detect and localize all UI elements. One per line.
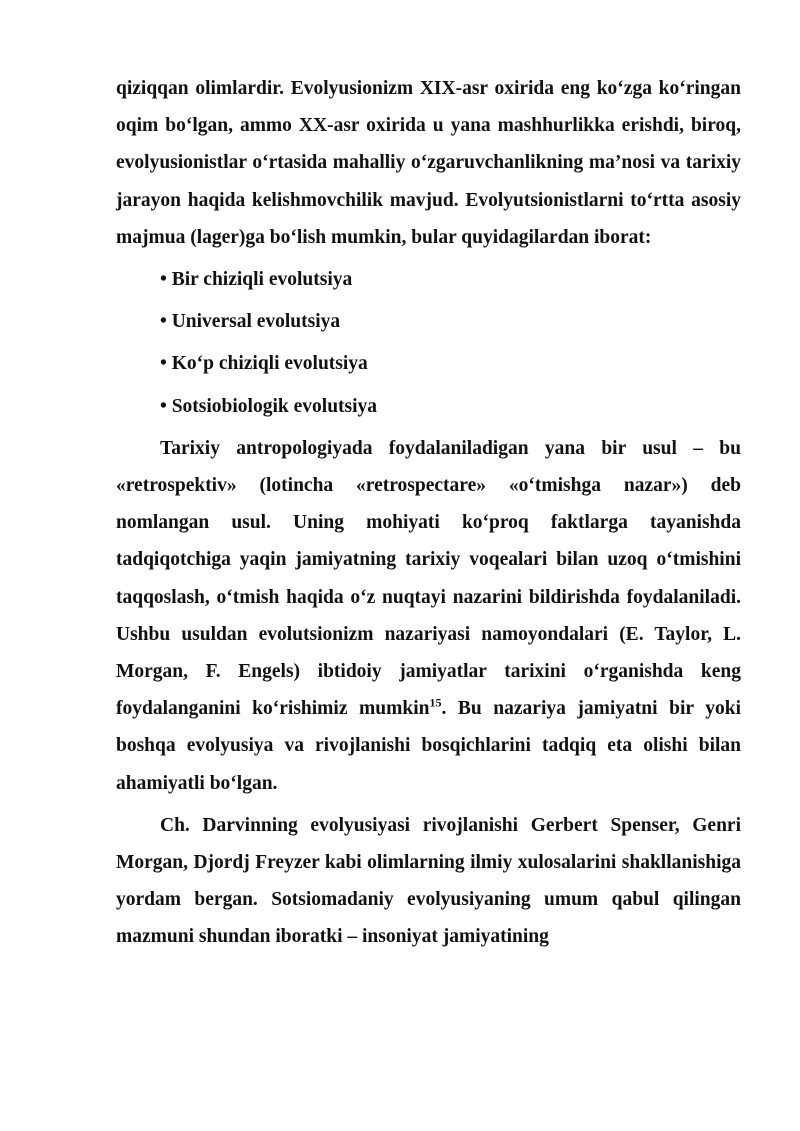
paragraph-text-tail: . Bu nazariya jamiyatni bir yoki boshqa evolyusiya va rivojlanishi bosqichlarini tadqiq eta olishi bilan ahamiyatli bo‘lgan. bbox=[116, 698, 741, 794]
list-item: • Bir chiziqli evolutsiya bbox=[160, 269, 353, 291]
evolution-types-list bbox=[116, 261, 741, 425]
paragraph-text: Tarixiy antropologiyada foydalaniladigan yana bir usul – bu «retrospektiv» (lotincha «retrospectare» «o‘tmishga nazar») deb nomlangan usul. Uning mohiyati ko‘proq faktlarga tayanishda tadqiqotchiga yaqin jamiyatning tarixiy voqealari bilan uzoq o‘tmishini taqqoslash, o‘tmish haqida o‘z nuqtayi nazarini bildirishda foydalaniladi. Ushbu usuldan evolutsionizm nazariyasi namoyondalari (E. Taylor, L. Morgan, F. Engels) ibtidoiy jamiyatlar tarixini o‘rganishda keng foydalanganini ko‘rishimiz mumkin bbox=[116, 437, 741, 720]
list-item: • Sotsiobiologik evolutsiya bbox=[160, 395, 378, 417]
darwin-paragraph: Ch. Darvinning evolyusiyasi rivojlanishi Gerbert Spenser, Genri Morgan, Djordj Freyzer kabi olimlarning ilmiy xulosalarini shakllanishiga yordam bergan. Sotsiomadaniy evolyusiyaning umum qabul qilingan mazmuni shundan iboratki – insoniyat jamiyatining bbox=[116, 814, 741, 948]
list-item: • Universal evolutsiya bbox=[160, 311, 341, 333]
footnote-marker: 15 bbox=[429, 695, 442, 710]
retrospective-method-paragraph bbox=[116, 430, 741, 802]
intro-paragraph: qiziqqan olimlardir. Evolyusionizm XIX-asr oxirida eng ko‘zga ko‘ringan oqim bo‘lgan, ammo XX-asr oxirida u yana mashhurlikka erishdi, biroq, evolyusionistlar o‘rtasida mahalliy o‘zgaruvchanlikning ma’nosi va tarixiy jarayon haqida kelishmovchilik mavjud. Evolyutsionistlarni to‘rtta asosiy majmua (lager)ga bo‘lish mumkin, bular quyidagilardan iborat: bbox=[116, 78, 741, 248]
list-item: • Ko‘p chiziqli evolutsiya bbox=[160, 353, 368, 375]
document-page bbox=[116, 70, 741, 956]
